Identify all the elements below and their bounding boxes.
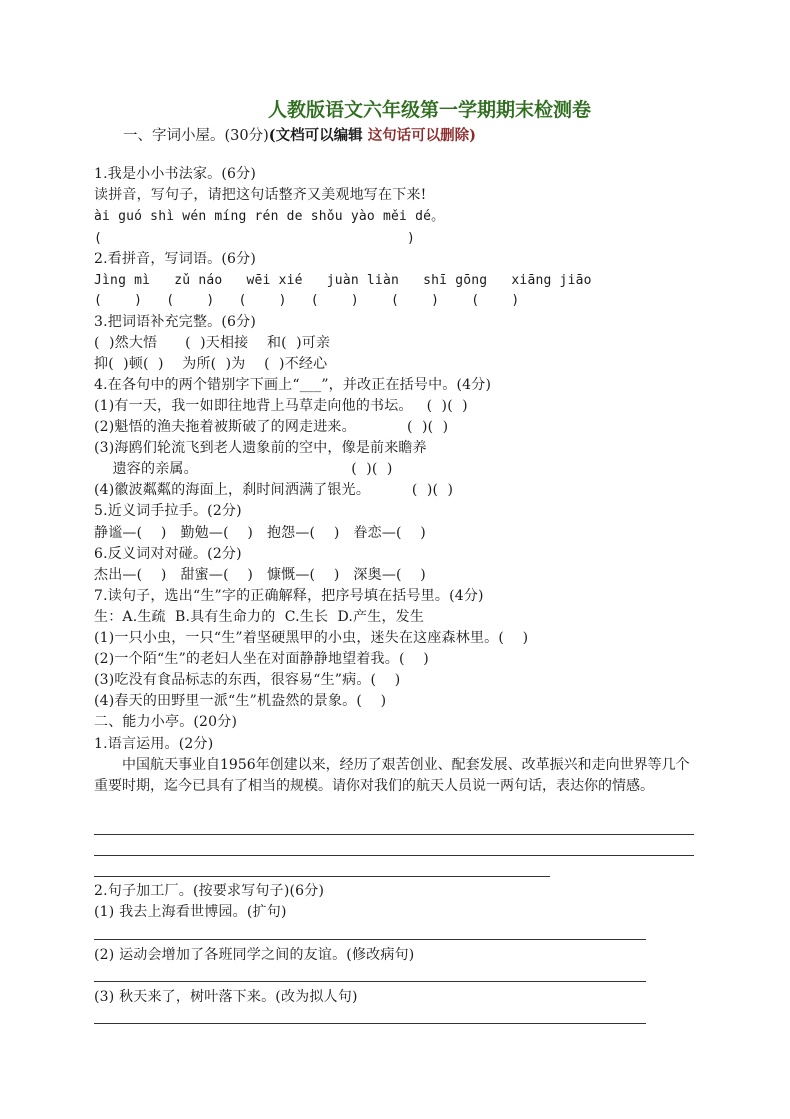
q7-sentence-4: (4)春天的田野里一派“生”机盎然的景象。( ): [94, 693, 387, 709]
q4-title: 4.在各句中的两个错别字下画上“___”，并改正在括号中。(4分): [94, 377, 492, 393]
q4-sentence-3b: 遗容的亲属。 ( )( ): [94, 461, 393, 477]
q7-sentence-1: (1)一只小虫，一只“生”着坚硬黑甲的小虫，迷失在这座森林里。( ): [94, 630, 529, 646]
answer-line-s2[interactable]: [94, 981, 646, 982]
q2-pinyin: Jìng mì zǔ náo wēi xié juàn liàn shī gōng xiāng jiāo: [94, 273, 592, 288]
s2-q1-title: 1.语言运用。(2分): [94, 736, 214, 752]
editable-note: (文档可以编辑: [268, 127, 368, 144]
q2-answer-brackets: ( ) ( ) ( ) ( ) ( ) ( ): [94, 293, 520, 308]
answer-line-1[interactable]: [94, 834, 694, 835]
s2-q2-sentence-1: (1) 我去上海看世博园。(扩句): [94, 904, 287, 920]
section-2-heading: 二、能力小亭。(20分): [94, 714, 238, 730]
q6-title: 6.反义词对对碰。(2分): [94, 546, 242, 562]
q1-answer-bracket: ( ): [94, 231, 416, 246]
q7-sentence-3: (3)吃没有食品标志的东西，很容易“生”病。( ): [94, 672, 401, 688]
q3-line-2: 抑( )顿( ) 为所( )为 ( )不经心: [94, 356, 328, 372]
q1-title: 1.我是小小书法家。(6分): [94, 166, 256, 182]
deletable-note: 这句话可以删除): [367, 127, 477, 144]
q2-title: 2.看拼音，写词语。(6分): [94, 251, 256, 267]
answer-line-2[interactable]: [94, 855, 694, 856]
section-1-heading-text: 一、字词小屋。(30分): [123, 128, 269, 144]
answer-line-s1[interactable]: [94, 939, 646, 940]
q1-instruction: 读拼音，写句子，请把这句话整齐又美观地写在下来!: [94, 187, 427, 203]
q7-title: 7.读句子，选出“生”字的正确解释，把序号填在括号里。(4分): [94, 588, 484, 604]
q3-line-1: ( )然大悟 ( )天相接 和( )可亲: [94, 335, 331, 351]
s2-q2-sentence-3: (3) 秋天来了，树叶落下来。(改为拟人句): [94, 989, 358, 1005]
q4-sentence-1: (1)有一天，我一如即往地背上马草走向他的书坛。 ( )( ): [94, 398, 468, 414]
section-1-heading: [123, 124, 476, 145]
q5-line: 静谧—( ) 勤勉—( ) 抱怨—( ) 眷恋—( ): [94, 525, 426, 541]
q1-pinyin: ài guó shì wén míng rén de shǒu yào měi dé。: [94, 209, 445, 224]
s2-q2-sentence-2: (2) 运动会增加了各班同学之间的友谊。(修改病句): [94, 947, 415, 963]
answer-line-3[interactable]: [94, 876, 550, 877]
exam-title: 人教版语文六年级第一学期期末检测卷: [268, 99, 592, 121]
q6-line: 杰出—( ) 甜蜜—( ) 慷慨—( ) 深奥—( ): [94, 567, 426, 583]
answer-line-s3[interactable]: [94, 1023, 646, 1024]
q3-title: 3.把词语补充完整。(6分): [94, 314, 256, 330]
q4-sentence-4: (4)徽波粼粼的海面上，刹时间洒满了银光。 ( )( ): [94, 482, 454, 498]
q4-sentence-3a: (3)海鸥们轮流飞到老人遗象前的空中，像是前来瞻养: [94, 440, 427, 456]
q5-title: 5.近义词手拉手。(2分): [94, 503, 242, 519]
s2-q1-paragraph: 中国航天事业自1956年创建以来，经历了艰苦创业、配套发展、改革振兴和走向世界等几个重要时期，迄今已具有了相当的规模。请你对我们的航天人员说一两句话，表达你的情感。: [94, 757, 690, 794]
q4-sentence-2: (2)魁悟的渔夫拖着被斯破了的网走进来。 ( )( ): [94, 419, 449, 435]
q7-options: 生：A.生疏 B.具有生命力的 C.生长 D.产生，发生: [94, 609, 425, 625]
s2-q2-title: 2.句子加工厂。(按要求写句子)(6分): [94, 883, 325, 899]
q7-sentence-2: (2)一个陌“生”的老妇人坐在对面静静地望着我。( ): [94, 651, 429, 667]
